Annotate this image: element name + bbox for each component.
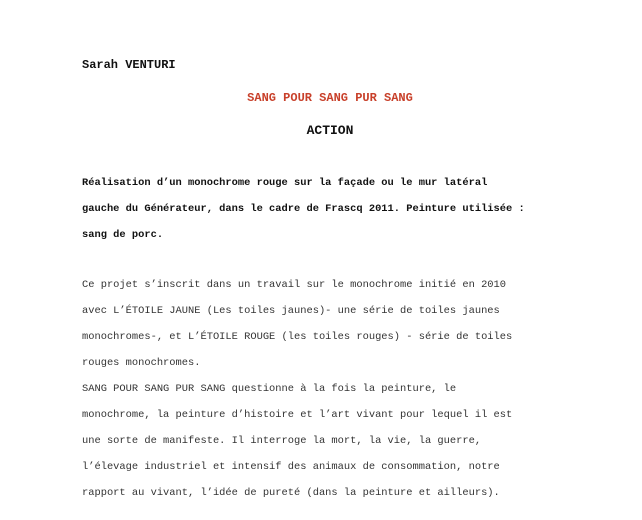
body-line: monochrome, la peinture d’histoire et l’art vivant pour lequel il est: [82, 409, 513, 421]
body-line: avec L’ÉTOILE JAUNE (Les toiles jaunes)- une série de toiles jaunes: [82, 305, 500, 317]
body-line: SANG POUR SANG PUR SANG questionne à la fois la peinture, le: [82, 383, 457, 395]
body-line: rapport au vivant, l’idée de pureté (dans la peinture et ailleurs).: [82, 487, 500, 499]
intro-line: sang de porc.: [82, 229, 164, 241]
body-line: monochromes-, et L’ÉTOILE ROUGE (les toiles rouges) - série de toiles: [82, 331, 513, 343]
body-line: rouges monochromes.: [82, 357, 201, 369]
document-title: SANG POUR SANG PUR SANG: [247, 91, 413, 105]
body-line: l’élevage industriel et intensif des animaux de consommation, notre: [82, 461, 500, 473]
author-name: Sarah VENTURI: [82, 58, 176, 72]
intro-paragraph: [82, 170, 622, 248]
body-line: Ce projet s’inscrit dans un travail sur le monochrome initié en 2010: [82, 279, 507, 291]
body-paragraph: [82, 272, 632, 506]
document-subtitle: ACTION: [306, 123, 354, 138]
intro-line: gauche du Générateur, dans le cadre de Frascq 2011. Peinture utilisée :: [82, 203, 525, 215]
intro-line: Réalisation d’un monochrome rouge sur la façade ou le mur latéral: [82, 177, 488, 189]
body-line: une sorte de manifeste. Il interroge la mort, la vie, la guerre,: [82, 435, 482, 447]
